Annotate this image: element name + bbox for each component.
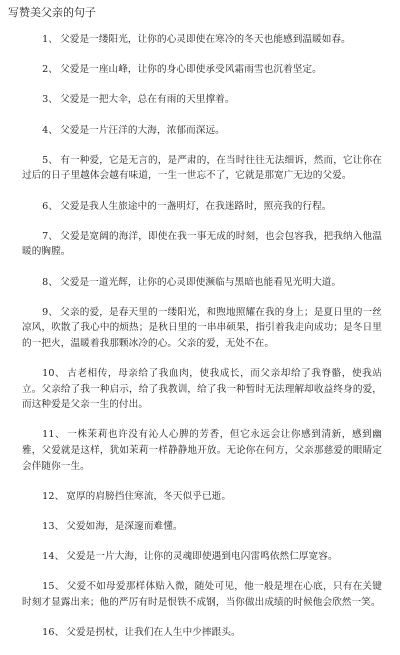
item-number: 2、	[42, 64, 59, 76]
item-text: 父爱如海，是深邃而难懂。	[66, 521, 183, 532]
item-number: 1、	[42, 34, 59, 45]
item-number: 9、	[42, 306, 59, 318]
item-number: 11、	[42, 429, 66, 441]
item-number: 7、	[42, 230, 59, 242]
item-number: 10、	[42, 368, 66, 380]
item-text: 父爱是一片大海，让你的灵魂即使遇到电闪雷鸣依然仁厚宽容。	[66, 551, 338, 563]
item-number: 6、	[42, 200, 59, 212]
list-item	[22, 275, 382, 291]
item-text: 父亲的爱，是春天里的一缕阳光，和煦地照耀在我的身上；是夏日里的一丝凉风，吹散了我心中的烦热；是秋日里的一串串硕果，指引着我走向成功；是冬日里的一把火，温暖着我那颗冰冷的心。父亲的爱，无处不在。	[22, 306, 382, 349]
list-item	[22, 489, 382, 505]
item-text: 一株茉莉也许没有沁人心脾的芳香，但它永远会让你感到清新，感到幽雅，父爱就是这样，犹如茉莉一样静静地开放。无论你在何方，父亲那慈爱的眼睛定会伴随你一生。	[22, 429, 382, 472]
item-number: 5、	[42, 154, 59, 166]
item-number: 13、	[42, 521, 65, 532]
list-item	[22, 625, 382, 641]
item-text: 父爱是一把大伞，总在有雨的天里撑着。	[60, 94, 235, 106]
item-number: 12、	[42, 490, 65, 502]
list-item	[22, 579, 382, 610]
item-number: 3、	[42, 94, 59, 106]
list-item	[22, 427, 382, 474]
item-number: 16、	[42, 627, 65, 639]
list-item	[22, 229, 382, 260]
item-number: 4、	[42, 124, 59, 136]
item-text: 父爱是一缕阳光，让你的心灵即使在寒冷的冬天也能感到温暖如春。	[60, 34, 351, 45]
list-item	[22, 519, 382, 535]
list-item	[22, 123, 382, 139]
item-text: 父爱是一片汪洋的大海，浓郁而深远。	[60, 124, 225, 136]
item-text: 有一种爱，它是无言的，是严肃的，在当时往往无法细诉，然而，它让你在过后的日子里越体会越有味道，一生一世忘不了，它就是那宽广无边的父爱。	[22, 154, 382, 182]
list-item	[22, 92, 382, 108]
list-item	[22, 305, 382, 352]
item-text: 父爱是拐杖，让我们在人生中少摔跟头。	[66, 627, 241, 639]
sentence-list	[22, 32, 382, 655]
list-item	[22, 366, 382, 413]
list-item	[22, 32, 382, 48]
item-text: 父爱不如母爱那样体贴入微，随处可见，他一般是埋在心底，只有在关键时刻才显露出来；他的严厉有时是恨铁不成钢，当你做出成绩的时候他会欣然一笑。	[22, 581, 382, 608]
item-text: 古老相传，母亲给了我血肉，使我成长，而父亲却给了我脊骼，使我站立。父亲给了我一种启示，给了我教训，给了我一种暂时无法理解却收益终身的爱，而这种爱是父亲一生的付出。	[22, 368, 382, 411]
list-item	[22, 199, 382, 215]
item-text: 父爱是我人生旅途中的一盏明灯，在我迷路时，照亮我的行程。	[60, 200, 332, 212]
item-number: 14、	[42, 551, 65, 563]
item-text: 父爱是一座山峰，让你的身心即使承受风霜雨雪也沉着坚定。	[60, 64, 322, 76]
item-text: 父爱是宽阔的海洋，即使在我一事无成的时刻，也会包容我，把我纳入他温暖的胸膛。	[22, 230, 382, 258]
list-item	[22, 153, 382, 184]
item-text: 宽厚的肩膀挡住寒流，冬天似乎已逝。	[66, 490, 232, 502]
item-number: 8、	[42, 276, 59, 288]
document-title: 写赞美父亲的句子	[8, 6, 96, 19]
item-text: 父爱是一道光辉，让你的心灵即使濒临与黑暗也能看见光明大道。	[60, 276, 342, 288]
list-item	[22, 62, 382, 78]
item-number: 15、	[42, 581, 65, 593]
list-item	[22, 549, 382, 565]
